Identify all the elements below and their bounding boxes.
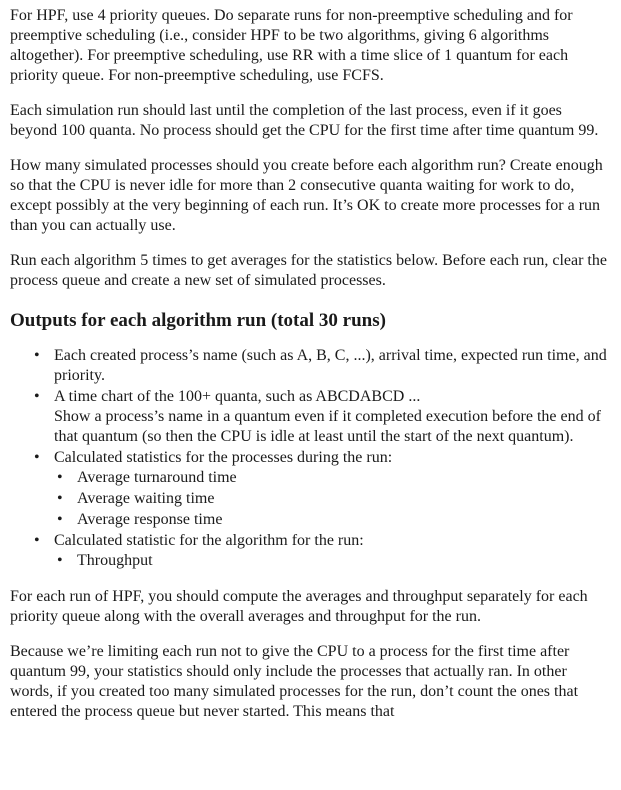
time-chart-example: • A time chart of the 100+ quanta, such as ABCDABCD ... [54, 388, 421, 405]
list-item-turnaround: • Average turnaround time [77, 468, 609, 488]
algorithm-stats-sublist [54, 551, 609, 571]
paragraph-process-count: How many simulated processes should you create before each algorithm run? Create enough so that the CPU is never idle for more than 2 consecutive quanta waiting for work to do, except possibly at the very beginning of each run. It’s OK to create more processes for a run than you can actually use. [10, 157, 603, 234]
paragraph-run-duration: Each simulation run should last until the completion of the last process, even if it goes beyond 100 quanta. No process should get the CPU for the first time after time quantum 99. [10, 102, 599, 139]
paragraph-hpf-queues: For HPF, use 4 priority queues. Do separate runs for non-preemptive scheduling and for preemptive scheduling (i.e., consider HPF to be two algorithms, giving 6 algorithms altogether). For preemptive scheduling, use RR with a time slice of 1 quantum for each priority queue. For non-preemptive scheduling, use FCFS. [10, 7, 573, 84]
list-item-process-stats [54, 448, 609, 530]
algorithm-stats-label: Calculated statistic for the algorithm for the run: [54, 532, 364, 549]
list-item-process-info: • Each created process’s name (such as A, B, C, ...), arrival time, expected run time, and priority. [54, 346, 609, 386]
list-item-time-chart [54, 387, 609, 447]
list-item-waiting: • Average waiting time [77, 489, 609, 509]
process-stats-sublist [54, 468, 609, 530]
list-item-algorithm-stats [54, 531, 609, 571]
list-item-response: • Average response time [77, 510, 609, 530]
process-stats-label: Calculated statistics for the processes during the run: [54, 449, 393, 466]
section-heading-outputs: Outputs for each algorithm run (total 30 runs) [10, 310, 386, 331]
list-item-throughput: • Throughput [77, 551, 609, 571]
outputs-list [10, 346, 609, 571]
paragraph-hpf-per-queue: For each run of HPF, you should compute the averages and throughput separately for each priority queue along with the overall averages and throughput for the run. [10, 588, 588, 625]
paragraph-limit-stats: Because we’re limiting each run not to give the CPU to a process for the first time after quantum 99, your statistics should only include the processes that actually ran. In other words, if you created too many simulated processes for the run, don’t count the ones that entered the process queue but never started. This means that [10, 643, 579, 720]
paragraph-repeat-runs: Run each algorithm 5 times to get averages for the statistics below. Before each run, clear the process queue and create a new set of simulated processes. [10, 252, 607, 289]
time-chart-note: Show a process’s name in a quantum even if it completed execution before the end of that quantum (so then the CPU is idle at least until the start of the next quantum). [54, 408, 601, 445]
